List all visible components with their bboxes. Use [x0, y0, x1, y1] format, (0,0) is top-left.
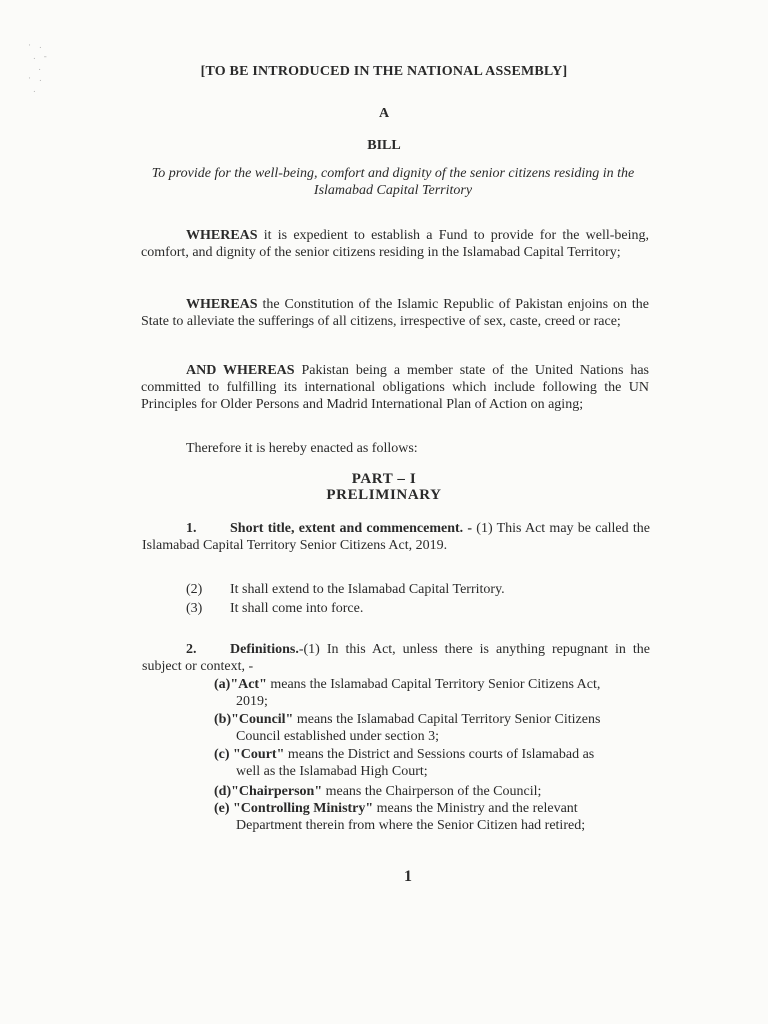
- definition-text: means the Islamabad Capital Territory Senior Citizens Act,: [266, 677, 601, 692]
- definition-label: (b)"Council": [214, 712, 294, 727]
- preamble-paragraph-3: [141, 362, 649, 413]
- subsection-3: [186, 600, 363, 617]
- definition-chairperson: [214, 783, 650, 800]
- section-heading: Definitions.: [230, 642, 299, 657]
- definition-continuation: well as the Islamabad High Court;: [236, 764, 428, 779]
- section-2: [142, 641, 650, 675]
- page-number: 1: [404, 868, 412, 885]
- preamble-text: Pakistan being a member state of the United Nations has committed to fulfilling its international obligations which include following the UN Principles for Older Persons and Madrid International Plan of Action on aging;: [141, 363, 649, 412]
- bill-title: BILL: [367, 138, 401, 153]
- definition-text: means the Chairperson of the Council;: [322, 784, 542, 799]
- subsection-2: [186, 581, 505, 598]
- preamble-lead: AND WHEREAS: [186, 363, 295, 378]
- part-subtitle: PRELIMINARY: [326, 487, 442, 503]
- preamble-lead: WHEREAS: [186, 297, 258, 312]
- definition-council: [214, 711, 650, 745]
- preamble-text: it is expedient to establish a Fund to provide for the well-being, comfort, and dignity of the senior citizens residing in the Islamabad Capital Territory;: [141, 228, 649, 260]
- definition-text: means the District and Sessions courts of Islamabad as: [284, 747, 595, 762]
- preamble-paragraph-2: [141, 296, 649, 330]
- preamble-text: the Constitution of the Islamic Republic of Pakistan enjoins on the State to alleviate the sufferings of all citizens, irrespective of sex, caste, creed or race;: [141, 297, 649, 329]
- definition-controlling-ministry: [214, 800, 650, 834]
- preamble-lead: WHEREAS: [186, 228, 258, 243]
- enactment-clause: Therefore it is hereby enacted as follows:: [186, 441, 418, 456]
- definition-text: means the Ministry and the relevant: [373, 801, 578, 816]
- scan-noise: · . . - . · . .: [28, 40, 50, 94]
- bill-purpose: To provide for the well-being, comfort and dignity of the senior citizens residing in the Islamabad Capital Territory: [151, 166, 635, 198]
- section-text: -(1) In this Act, unless there is anything repugnant in the subject or context, -: [142, 642, 650, 674]
- section-1: [142, 520, 650, 554]
- definition-act: [214, 676, 650, 710]
- article-letter: A: [378, 106, 390, 121]
- subsection-text: It shall extend to the Islamabad Capital Territory.: [230, 582, 505, 597]
- section-text: (1) This Act may be called the Islamabad Capital Territory Senior Citizens Act, 2019.: [142, 521, 650, 553]
- definition-continuation: 2019;: [236, 694, 268, 709]
- preamble-paragraph-1: [141, 227, 649, 261]
- subsection-number: (3): [186, 601, 203, 616]
- definition-continuation: Council established under section 3;: [236, 729, 439, 744]
- subsection-text: It shall come into force.: [230, 601, 364, 616]
- definition-label: (e) "Controlling Ministry": [214, 801, 374, 816]
- subsection-number: (2): [186, 582, 203, 597]
- section-number: 1.: [186, 521, 197, 536]
- definition-label: (a)"Act": [214, 677, 267, 692]
- definition-court: [214, 746, 650, 780]
- section-number: 2.: [186, 642, 197, 657]
- definition-continuation: Department therein from where the Senior Citizen had retired;: [236, 818, 586, 833]
- definition-label: (d)"Chairperson": [214, 784, 323, 799]
- definition-text: means the Islamabad Capital Territory Senior Citizens: [293, 712, 601, 727]
- definition-label: (c) "Court": [214, 747, 285, 762]
- section-heading: Short title, extent and commencement. -: [230, 521, 473, 536]
- intro-heading: [TO BE INTRODUCED IN THE NATIONAL ASSEMBLY]: [200, 64, 568, 79]
- part-title: PART – I: [351, 471, 417, 487]
